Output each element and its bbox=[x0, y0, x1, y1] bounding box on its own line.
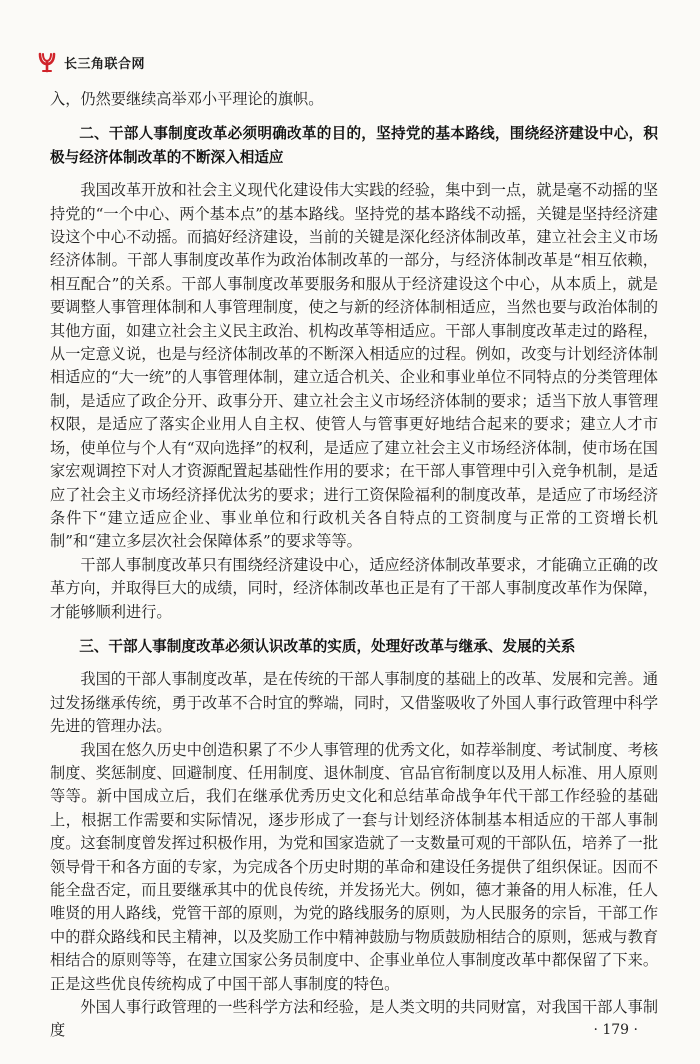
body-paragraph: 干部人事制度改革只有围绕经济建设中心，适应经济体制改革要求，才能确立正确的改革方向，并取得巨大的成绩，同时，经济体制改革也正是有了干部人事制度改革作为保障，才能够顺利进行。 bbox=[50, 555, 658, 621]
document-body bbox=[50, 88, 658, 1043]
site-title: 长三角联合网 bbox=[64, 56, 146, 72]
body-paragraph: 我国在悠久历史中创造积累了不少人事管理的优秀文化，如荐举制度、考试制度、考核制度、奖惩制度、回避制度、任用制度、退休制度、官品官衔制度以及用人标准、用人原则等等。新中国成立后，我们在继承优秀历史文化和总结革命战争年代干部工作经验的基础上，根据工作需要和实际情况，逐步形成了一套与计划经济体制基本相适应的干部人事制度。这套制度曾发挥过积极作用，为党和国家造就了一支数量可观的干部队伍，培养了一批领导骨干和各方面的专家，为完成各个历史时期的革命和建设任务提供了组织保证。因而不能全盘否定，而且要继承其中的优良传统，并发扬光大。例如，德才兼备的用人标准，任人唯贤的用人路线，党管干部的原则，为党的路线服务的原则，为人民服务的宗旨，干部工作中的群众路线和民主精神，以及奖励工作中精神鼓励与物质鼓励相结合的原则，惩戒与教育相结合的原则等等，在建立国家公务员制度中、企事业单位人事制度改革中都保留了下来。正是这些优良传统构成了中国干部人事制度的特色。 bbox=[50, 740, 658, 993]
page-header bbox=[36, 50, 145, 74]
section-heading: 三、干部人事制度改革必须认识改革的实质，处理好改革与继承、发展的关系 bbox=[79, 637, 576, 655]
body-paragraph: 我国的干部人事制度改革，是在传统的干部人事制度的基础上的改革、发展和完善。通过发扬继承传统，勇于改革不合时宜的弊端，同时，又借鉴吸收了外国人事行政管理中科学先进的管理办法。 bbox=[50, 670, 658, 736]
page-number: · 179 · bbox=[593, 1022, 638, 1038]
body-paragraph: 外国人事行政管理的一些科学方法和经验，是人类文明的共同财富，对我国干部人事制度 bbox=[50, 998, 658, 1040]
section-heading: 二、干部人事制度改革必须明确改革的目的，坚持党的基本路线，围绕经济建设中心，积极与经济体制改革的不断深入相适应 bbox=[50, 125, 658, 166]
ychina-logo-icon bbox=[36, 51, 58, 73]
body-paragraph: 我国改革开放和社会主义现代化建设伟大实践的经验，集中到一点，就是毫不动摇的坚持党的“一个中心、两个基本点”的基本路线。坚持党的基本路线不动摇，关键是坚持经济建设这个中心不动摇。而搞好经济建设，当前的关键是深化经济体制改革，建立社会主义市场经济体制。干部人事制度改革作为政治体制改革的一部分，与经济体制改革是“相互依赖，相互配合”的关系。干部人事制度改革要服务和服从于经济建设这个中心，从本质上，就是要调整人事管理体制和人事管理制度，使之与新的经济体制相适应，当然也要与政治体制的其他方面，如建立社会主义民主政治、机构改革等相适应。干部人事制度改革走过的路程，从一定意义说，也是与经济体制改革的不断深入相适应的过程。例如，改变与计划经济体制相适应的“大一统”的人事管理体制，建立适合机关、企业和事业单位不同特点的分类管理体制，是适应了政企分开、政事分开、建立社会主义市场经济体制的要求；适当下放人事管理权限，是适应了落实企业用人自主权、使管人与管事更好地结合起来的要求；建立人才市场，使单位与个人有“双向选择”的权利，是适应了建立社会主义市场经济体制，使市场在国家宏观调控下对人才资源配置起基础性作用的要求；在干部人事管理中引入竞争机制，是适应了社会主义市场经济择优汰劣的要求；进行工资保险福利的制度改革，是适应了市场经济条件下“建立适应企业、事业单位和行政机关各自特点的工资制度与正常的工资增长机制”和“建立多层次社会保障体系”的要求等等。 bbox=[50, 181, 658, 551]
body-paragraph: 入，仍然要继续高举邓小平理论的旗帜。 bbox=[50, 90, 324, 108]
